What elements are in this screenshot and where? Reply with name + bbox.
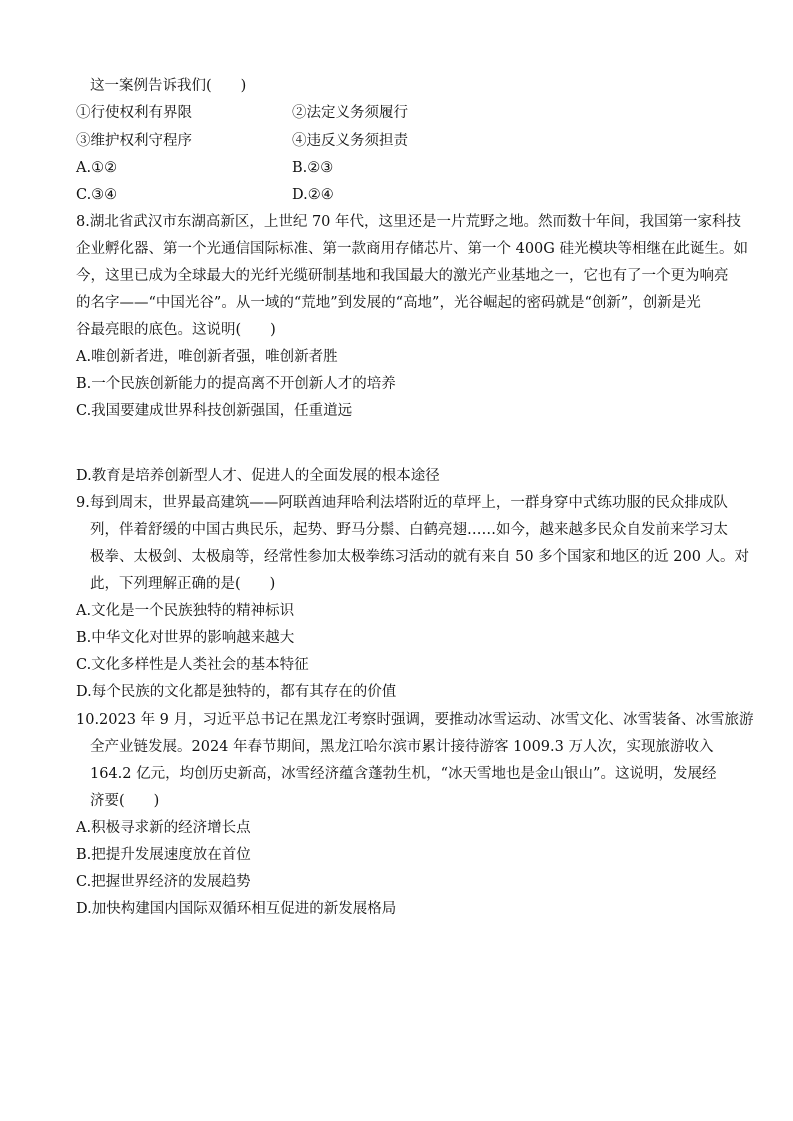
prev-question-stem: 这一案例告诉我们( )	[90, 78, 247, 94]
q10-stem-line-4: 济要( )	[90, 793, 160, 809]
statement-2: ②法定义务须履行	[292, 105, 408, 121]
q10-option-c: C.把握世界经济的发展趋势	[76, 874, 251, 890]
q8-option-a: A.唯创新者进，唯创新者强，唯创新者胜	[76, 349, 338, 365]
option-c: C.③④	[76, 187, 118, 203]
q8-stem-line-2: 企业孵化器、第一个光通信国际标准、第一款商用存储芯片、第一个 400G 硅光模块等相继在此诞生。如	[76, 241, 748, 257]
q9-option-c: C.文化多样性是人类社会的基本特征	[76, 657, 309, 673]
q9-stem-line-4: 此，下列理解正确的是( )	[90, 576, 276, 592]
q9-stem-line-3: 极拳、太极剑、太极扇等，经常性参加太极拳练习活动的就有来自 50 多个国家和地区的近 200 人。对	[90, 549, 750, 565]
q9-stem-line-1: 9.每到周末，世界最高建筑——阿联酋迪拜哈利法塔附近的草坪上，一群身穿中式练功服的民众排成队	[76, 495, 728, 511]
statement-4: ④违反义务须担责	[292, 133, 408, 149]
option-d: D.②④	[292, 187, 334, 203]
statement-1: ①行使权利有界限	[76, 105, 192, 121]
q8-option-b: B.一个民族创新能力的提高离不开创新人才的培养	[76, 376, 396, 392]
statement-3: ③维护权利守程序	[76, 133, 192, 149]
q8-stem-line-5: 谷最亮眼的底色。这说明( )	[76, 322, 276, 338]
q10-option-d: D.加快构建国内国际双循环相互促进的新发展格局	[76, 901, 397, 917]
q9-option-b: B.中华文化对世界的影响越来越大	[76, 630, 295, 646]
q10-option-a: A.积极寻求新的经济增长点	[76, 820, 251, 836]
q8-stem-line-1: 8.湖北省武汉市东湖高新区，上世纪 70 年代，这里还是一片荒野之地。然而数十年间，我国第一家科技	[76, 214, 741, 230]
q8-option-c: C.我国要建成世界科技创新强国，任重道远	[76, 403, 353, 419]
q10-stem-line-2: 全产业链发展。2024 年春节期间，黑龙江哈尔滨市累计接待游客 1009.3 万人次，实现旅游收入	[90, 739, 714, 755]
q10-stem-line-3: 164.2 亿元，均创历史新高，冰雪经济蕴含蓬勃生机，“冰天雪地也是金山银山”。这说明，发展经	[90, 766, 717, 782]
q8-option-d: D.教育是培养创新型人才、促进人的全面发展的根本途径	[76, 468, 440, 484]
option-b: B.②③	[292, 160, 334, 176]
q9-stem-line-2: 列，伴着舒缓的中国古典民乐，起势、野马分鬃、白鹤亮翅……如今，越来越多民众自发前来学习太	[90, 522, 728, 538]
q9-option-d: D.每个民族的文化都是独特的，都有其存在的价值	[76, 684, 397, 700]
option-a: A.①②	[76, 160, 118, 176]
q10-stem-line-1: 10.2023 年 9 月，习近平总书记在黑龙江考察时强调，要推动冰雪运动、冰雪文化、冰雪装备、冰雪旅游	[76, 712, 754, 728]
q8-stem-line-4: 的名字——“中国光谷”。从一域的“荒地”到发展的“高地”，光谷崛起的密码就是“创新”，创新是光	[76, 295, 701, 311]
q8-stem-line-3: 今，这里已成为全球最大的光纤光缆研制基地和我国最大的激光产业基地之一，它也有了一个更为响亮	[76, 268, 729, 284]
q9-option-a: A.文化是一个民族独特的精神标识	[76, 603, 295, 619]
q10-option-b: B.把提升发展速度放在首位	[76, 847, 251, 863]
